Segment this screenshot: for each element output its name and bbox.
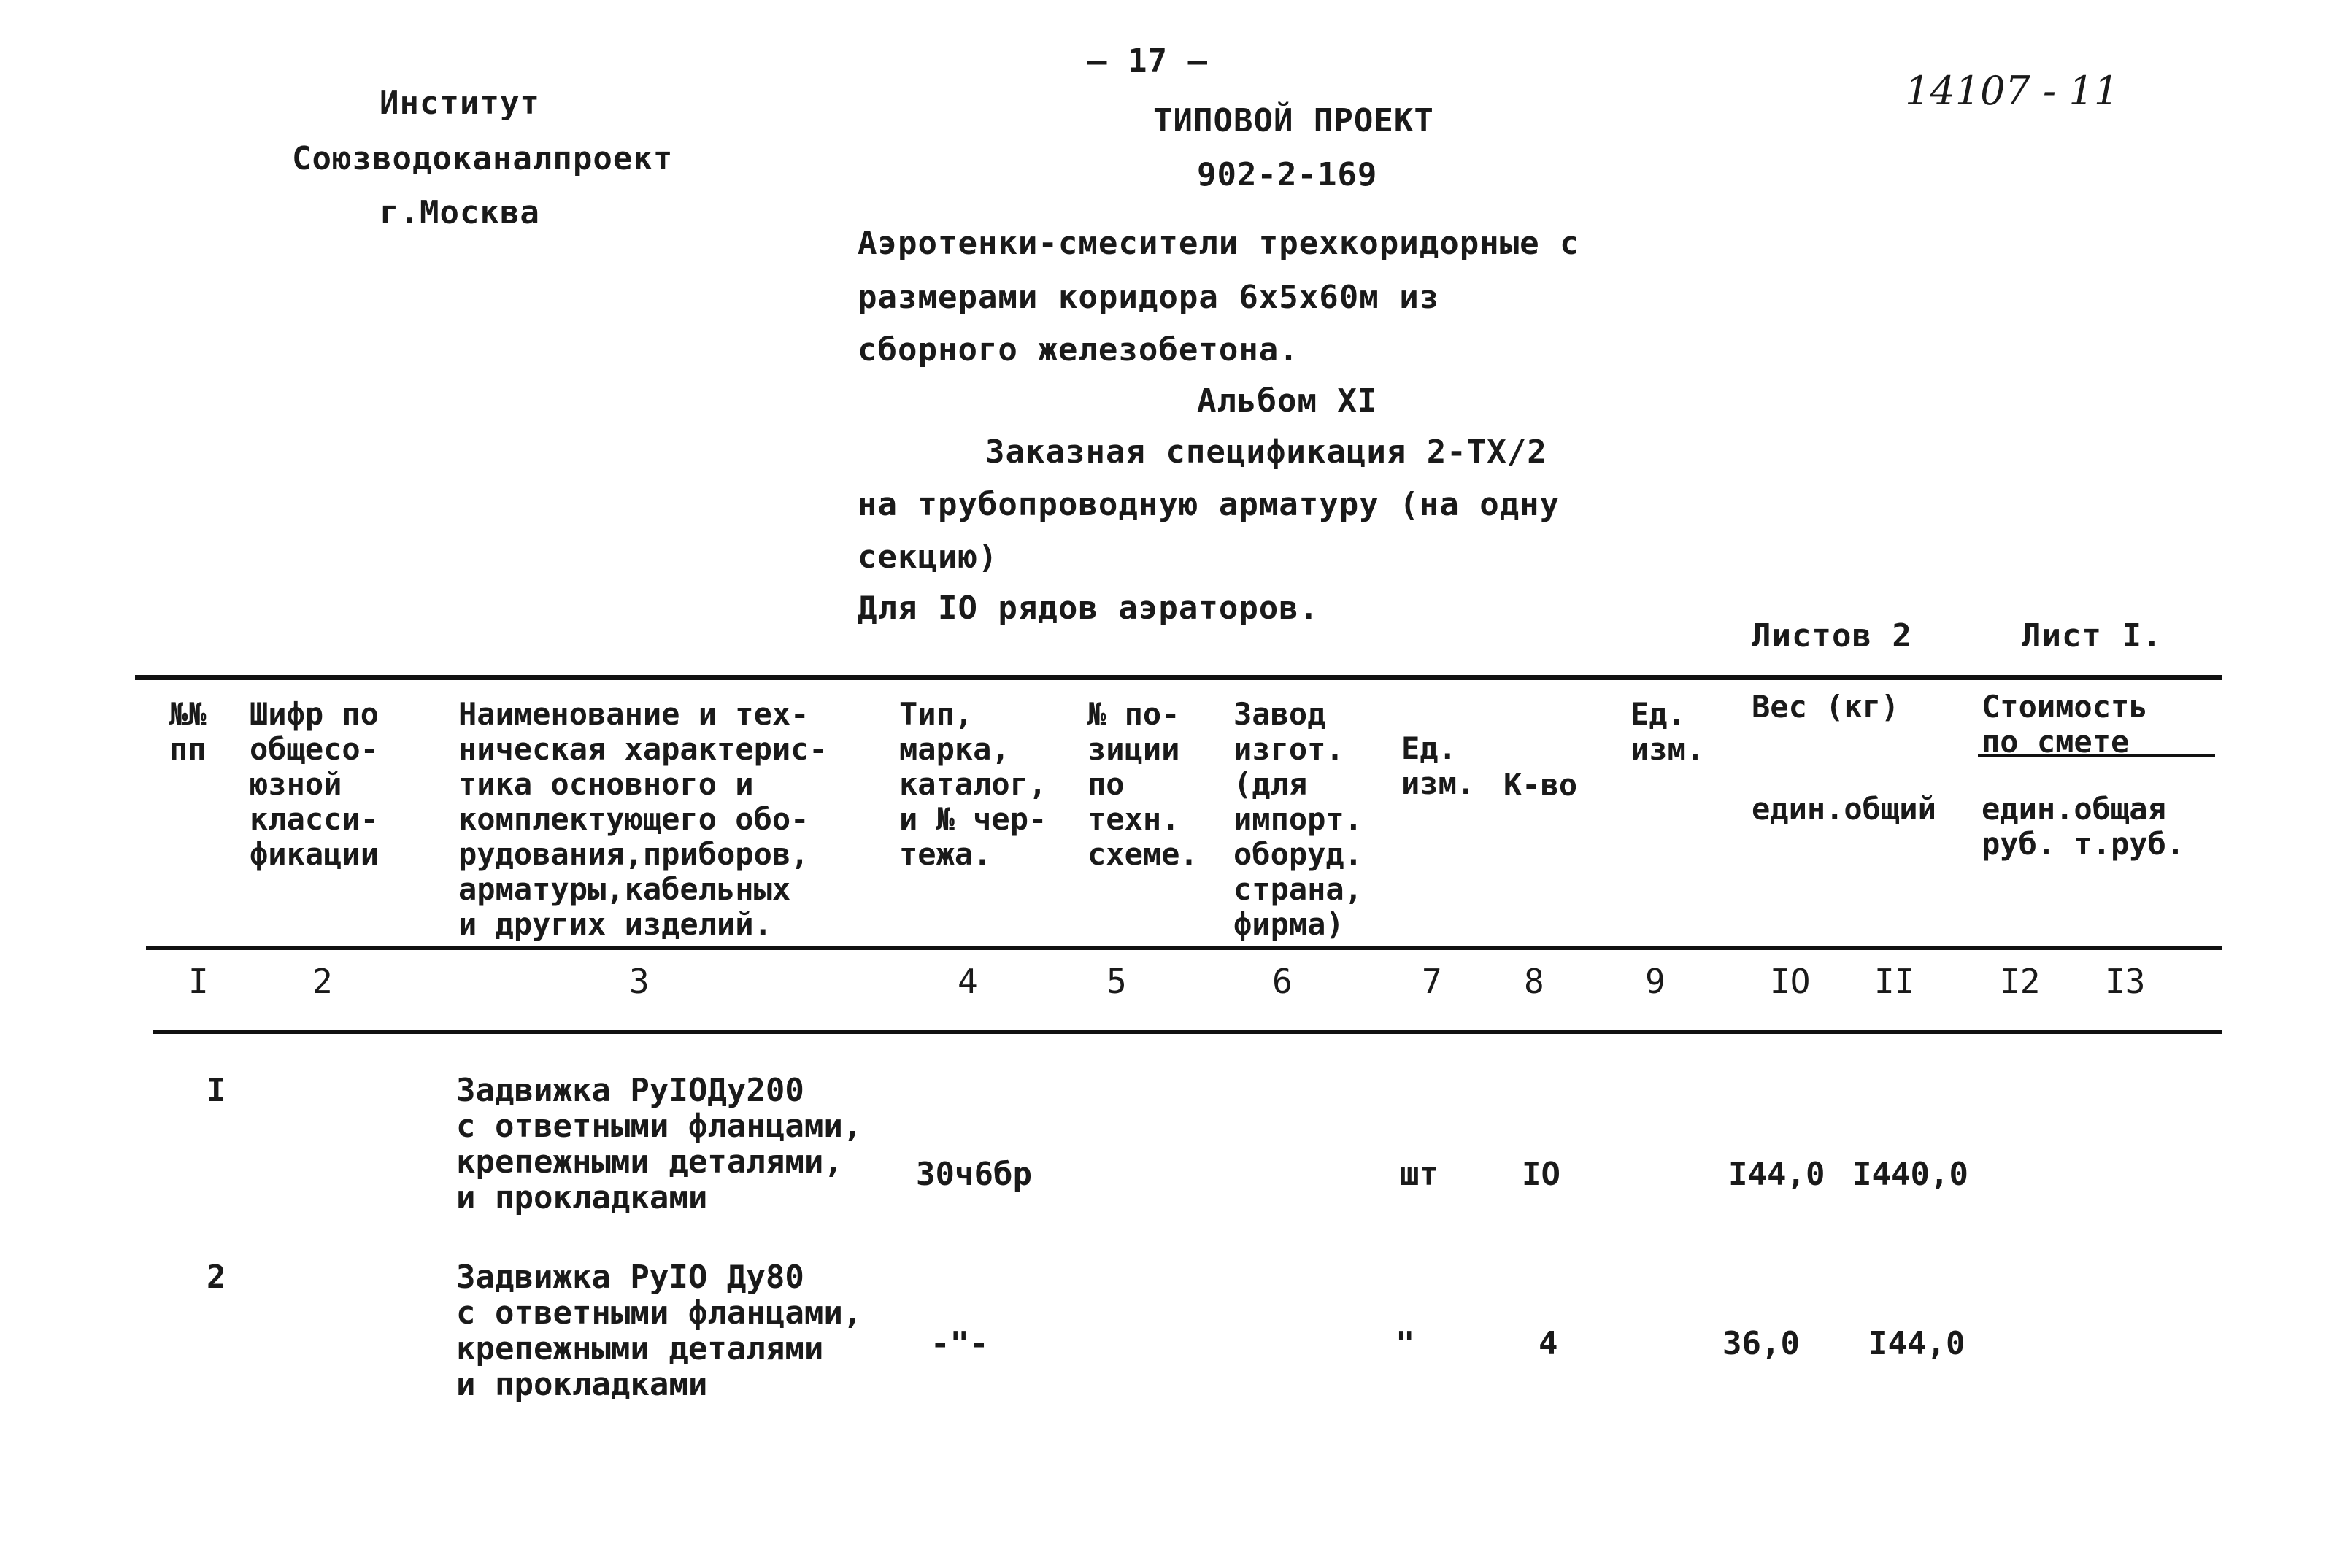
col-numbers-rule [153,1030,2222,1034]
row-name: Задвижка РуIОДу200 с ответными фланцами, крепежными деталями, и прокладками [456,1072,863,1216]
project-title: ТИПОВОЙ ПРОЕКТ [1153,102,1434,139]
spec-line-3: секцию) [858,538,998,576]
row-name: Задвижка РуIO Ду80 с ответными фланцами, крепежными деталями и прокладками [456,1259,863,1403]
header-weight: Вес (кг) [1752,689,1900,725]
row-weight-total: I440,0 [1852,1156,1968,1193]
col-number-7: 7 [1422,962,1442,1001]
header-cost: Стоимость по смете [1982,689,2148,760]
album-title: Альбом XI [1197,382,1378,420]
col-number-12: I2 [2000,962,2041,1001]
institute-city: г.Москва [380,194,540,231]
row-weight-total: I44,0 [1868,1325,1965,1362]
header-quantity: К-во [1503,767,1578,803]
col-number-8: 8 [1524,962,1544,1001]
institute-org: Союзводоканалпроект [292,140,674,177]
col-number-6: 6 [1272,962,1293,1001]
header-name: Наименование и тех- ническая характерис- тика основного и комплектующего обо- рудования,приборов, арматуры,кабельных и других изделий. [458,696,828,942]
col-number-3: 3 [629,962,650,1001]
header-manufacturer: Завод изгот. (для импорт. оборуд. страна, фирма) [1233,696,1363,942]
header-unit-2: Ед. изм. [1630,696,1705,767]
col-number-9: 9 [1645,962,1666,1001]
col-number-13: I3 [2105,962,2146,1001]
col-number-4: 4 [958,962,978,1001]
page-number: – 17 – [1087,42,1208,80]
col-number-2: 2 [312,962,333,1001]
row-weight-unit: I44,0 [1728,1156,1825,1193]
spec-line-2: на трубопроводную арматуру (на одну [858,486,1560,523]
header-bottom-rule [146,946,2222,950]
sheet-current: Лист I. [2022,617,2163,654]
row-quantity: IO [1522,1156,1560,1193]
row-num: I [207,1072,226,1109]
header-cost-sub: един.общая руб. т.руб. [1982,791,2185,862]
row-type: 30ч6бр [916,1156,1032,1193]
spec-line-1: Заказная спецификация 2-ТХ/2 [985,433,1547,471]
col-number-5: 5 [1106,962,1127,1001]
spec-line-4: Для IO рядов аэраторов. [858,590,1320,627]
handwritten-code: 14107 - 11 [1905,68,2119,114]
description-line-1: Аэротенки-смесители трехкоридорные с [858,225,1580,262]
description-line-3: сборного железобетона. [858,331,1299,368]
col-number-10: IO [1770,962,1811,1001]
row-unit: шт [1400,1156,1439,1193]
institute-name: Институт [380,85,540,122]
header-position: № по- зиции по техн. схеме. [1087,696,1198,872]
header-type: Тип, марка, каталог, и № чер- тежа. [899,696,1047,872]
table-top-rule [135,675,2222,680]
col-number-1: I [188,962,209,1001]
row-type: -"- [931,1325,989,1362]
project-number: 902-2-169 [1197,156,1378,193]
row-weight-unit: 36,0 [1722,1325,1800,1362]
header-weight-sub: един.общий [1752,791,1936,827]
col-number-11: II [1874,962,1915,1001]
description-line-2: размерами коридора 6х5х60м из [858,279,1440,316]
header-unit: Ед. изм. [1401,730,1476,801]
row-num: 2 [207,1259,226,1296]
sheets-total: Листов 2 [1752,617,1912,654]
header-classification-code: Шифр по общесо- юзной класси- фикации [250,696,380,872]
row-quantity: 4 [1539,1325,1558,1362]
header-num: №№ пп [169,696,207,767]
row-unit: " [1395,1325,1415,1362]
